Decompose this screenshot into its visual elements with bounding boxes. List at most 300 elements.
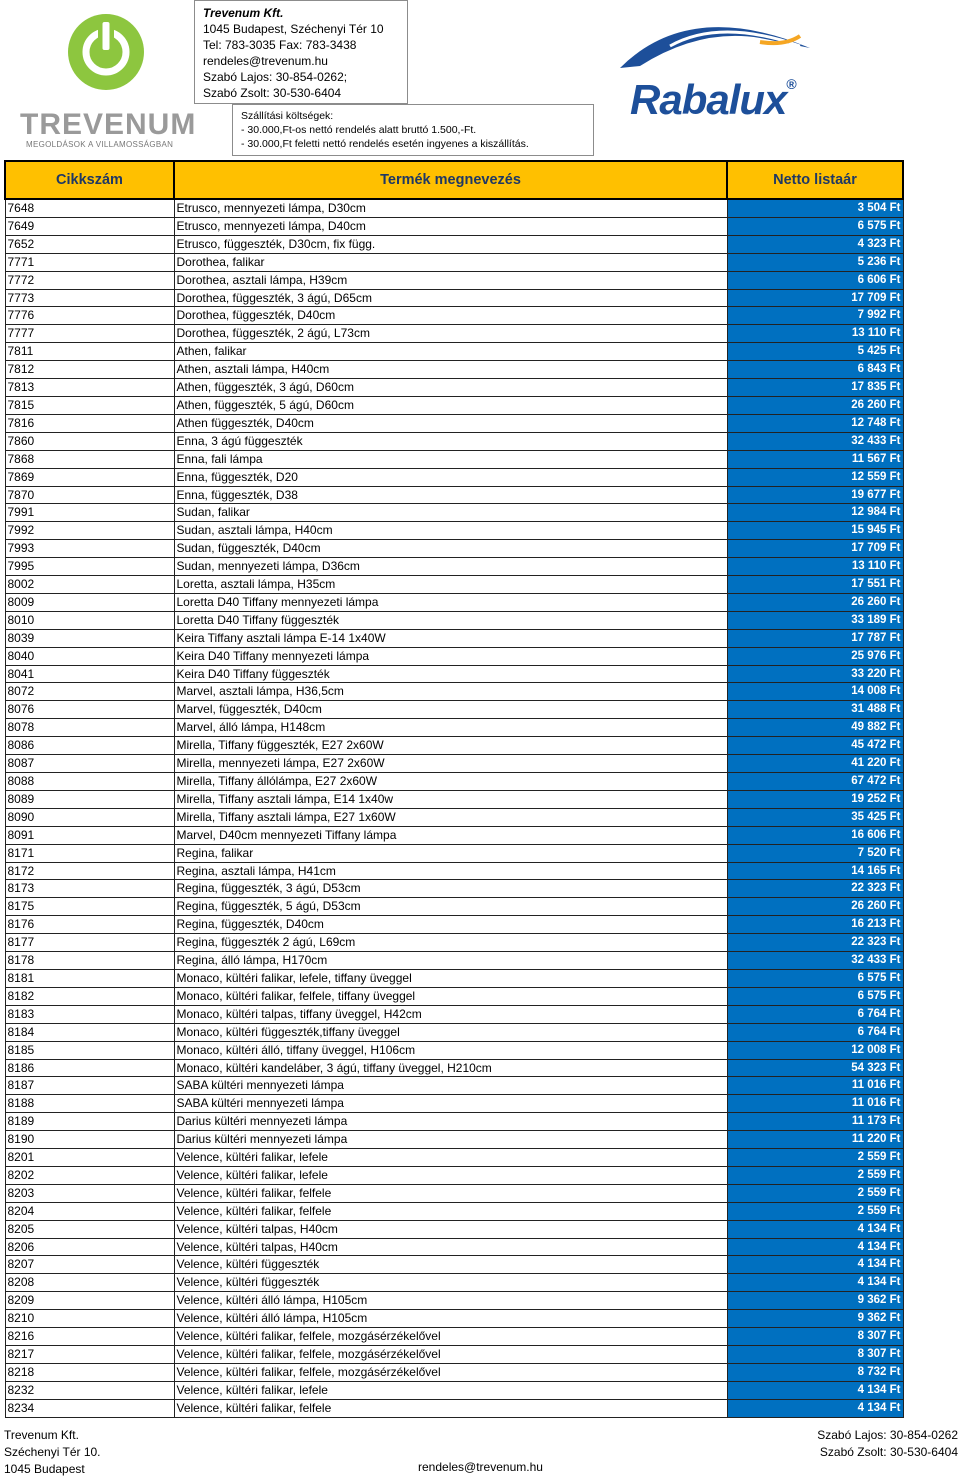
sku-cell: 8189 [5,1113,174,1131]
table-row [5,468,903,486]
sku-cell: 8185 [5,1041,174,1059]
product-name-cell: Regina, függeszték, 3 ágú, D53cm [174,880,727,898]
sku-cell: 8208 [5,1274,174,1292]
product-name-cell: Darius kültéri mennyezeti lámpa [174,1113,727,1131]
table-row [5,952,903,970]
product-name-cell: Velence, kültéri falikar, lefele [174,1381,727,1399]
product-name-cell: Keira D40 Tiffany függeszték [174,665,727,683]
price-cell: 8 732 Ft [727,1363,903,1381]
product-name-cell: Enna, fali lámpa [174,450,727,468]
sku-cell: 8040 [5,647,174,665]
contact-person-1: Szabó Lajos: 30-854-0262; [203,70,348,84]
price-cell: 22 323 Ft [727,880,903,898]
table-row [5,1220,903,1238]
product-name-cell: Sudan, függeszték, D40cm [174,540,727,558]
table-row [5,1328,903,1346]
footer-contact-2: Szabó Zsolt: 30-530-6404 [819,1445,958,1459]
sku-cell: 7860 [5,432,174,450]
price-cell: 6 764 Ft [727,1023,903,1041]
sku-cell: 7870 [5,486,174,504]
price-cell: 6 575 Ft [727,217,903,235]
sku-cell: 7772 [5,271,174,289]
table-row [5,522,903,540]
price-cell: 41 220 Ft [727,755,903,773]
product-name-cell: Regina, falikar [174,844,727,862]
shipping-title: Szállítási költségek: [241,110,334,122]
price-cell: 4 134 Ft [727,1381,903,1399]
sku-cell: 8087 [5,755,174,773]
sku-cell: 7773 [5,289,174,307]
product-name-cell: Regina, függeszték, D40cm [174,916,727,934]
column-header-price: Netto listaár [727,161,903,199]
product-name-cell: Sudan, asztali lámpa, H40cm [174,522,727,540]
price-cell: 26 260 Ft [727,898,903,916]
footer-address [4,1427,101,1478]
product-name-cell: Velence, kültéri falikar, felfele [174,1202,727,1220]
sku-cell: 8234 [5,1399,174,1417]
table-row [5,1149,903,1167]
table-row [5,414,903,432]
sku-cell: 8218 [5,1363,174,1381]
sku-cell: 8182 [5,987,174,1005]
price-cell: 11 173 Ft [727,1113,903,1131]
sku-cell: 8216 [5,1328,174,1346]
table-row [5,1095,903,1113]
sku-cell: 8205 [5,1220,174,1238]
sku-cell: 8181 [5,969,174,987]
product-name-cell: Monaco, kültéri kandeláber, 3 ágú, tiffany üveggel, H210cm [174,1059,727,1077]
sku-cell: 8183 [5,1005,174,1023]
sku-cell: 8002 [5,576,174,594]
product-name-cell: Etrusco, mennyezeti lámpa, D30cm [174,199,727,217]
sku-cell: 7813 [5,379,174,397]
table-row [5,808,903,826]
product-name-cell: Athen függeszték, D40cm [174,414,727,432]
table-row [5,773,903,791]
column-header-sku: Cikkszám [5,161,174,199]
product-name-cell: Enna, 3 ágú függeszték [174,432,727,450]
sku-cell: 8178 [5,952,174,970]
product-name-cell: Dorothea, függeszték, 3 ágú, D65cm [174,289,727,307]
brand-tagline: MEGOLDÁSOK A VILLAMOSSÁGBAN [26,140,174,149]
table-row [5,450,903,468]
sku-cell: 7812 [5,361,174,379]
table-row [5,969,903,987]
price-cell: 4 134 Ft [727,1274,903,1292]
price-cell: 3 504 Ft [727,199,903,217]
product-name-cell: Velence, kültéri falikar, lefele [174,1166,727,1184]
footer-city: 1045 Budapest [4,1462,85,1476]
table-row [5,253,903,271]
table-row [5,1166,903,1184]
price-cell: 7 992 Ft [727,307,903,325]
table-row [5,1399,903,1417]
price-cell: 45 472 Ft [727,737,903,755]
price-cell: 17 787 Ft [727,629,903,647]
table-row [5,1131,903,1149]
table-row [5,1238,903,1256]
sku-cell: 8086 [5,737,174,755]
product-name-cell: Darius kültéri mennyezeti lámpa [174,1131,727,1149]
price-cell: 19 677 Ft [727,486,903,504]
product-name-cell: Marvel, D40cm mennyezeti Tiffany lámpa [174,826,727,844]
sku-cell: 8232 [5,1381,174,1399]
table-row [5,826,903,844]
sku-cell: 8175 [5,898,174,916]
product-name-cell: Etrusco, függeszték, D30cm, fix függ. [174,235,727,253]
price-cell: 4 323 Ft [727,235,903,253]
price-cell: 11 220 Ft [727,1131,903,1149]
price-cell: 6 575 Ft [727,987,903,1005]
price-cell: 11 016 Ft [727,1077,903,1095]
sku-cell: 7991 [5,504,174,522]
price-cell: 16 606 Ft [727,826,903,844]
contact-phone: Tel: 783-3035 Fax: 783-3438 [203,38,357,52]
price-cell: 33 220 Ft [727,665,903,683]
product-name-cell: Dorothea, függeszték, D40cm [174,307,727,325]
table-row [5,593,903,611]
table-row [5,629,903,647]
table-row [5,379,903,397]
price-cell: 6 606 Ft [727,271,903,289]
table-row [5,683,903,701]
table-row [5,343,903,361]
price-cell: 8 307 Ft [727,1328,903,1346]
brand-name: TREVENUM [20,108,197,141]
sku-cell: 8187 [5,1077,174,1095]
table-row [5,1363,903,1381]
table-row [5,862,903,880]
product-name-cell: Velence, kültéri falikar, felfele, mozgásérzékelővel [174,1328,727,1346]
shipping-info [232,104,594,156]
product-name-cell: Regina, álló lámpa, H170cm [174,952,727,970]
sku-cell: 8076 [5,701,174,719]
product-name-cell: Marvel, álló lámpa, H148cm [174,719,727,737]
table-row [5,558,903,576]
product-name-cell: Monaco, kültéri falikar, felfele, tiffany üveggel [174,987,727,1005]
price-cell: 13 110 Ft [727,558,903,576]
price-cell: 26 260 Ft [727,396,903,414]
price-cell: 33 189 Ft [727,611,903,629]
product-name-cell: Regina, asztali lámpa, H41cm [174,862,727,880]
shipping-line-1: - 30.000,Ft-os nettó rendelés alatt bruttó 1.500,-Ft. [241,124,477,136]
product-name-cell: Mirella, Tiffany függeszték, E27 2x60W [174,737,727,755]
product-name-cell: Monaco, kültéri talpas, tiffany üveggel, H42cm [174,1005,727,1023]
table-row [5,701,903,719]
table-row [5,396,903,414]
price-cell: 4 134 Ft [727,1220,903,1238]
table-row [5,898,903,916]
product-name-cell: Loretta, asztali lámpa, H35cm [174,576,727,594]
sku-cell: 7648 [5,199,174,217]
table-row [5,1274,903,1292]
table-row [5,987,903,1005]
product-name-cell: Athen, asztali lámpa, H40cm [174,361,727,379]
table-row [5,1059,903,1077]
price-cell: 9 362 Ft [727,1292,903,1310]
sku-cell: 8186 [5,1059,174,1077]
contact-email: rendeles@trevenum.hu [203,54,328,68]
price-cell: 17 709 Ft [727,540,903,558]
sku-cell: 8184 [5,1023,174,1041]
price-cell: 8 307 Ft [727,1346,903,1364]
footer-contact-1: Szabó Lajos: 30-854-0262 [817,1428,958,1442]
product-name-cell: Athen, függeszték, 5 ágú, D60cm [174,396,727,414]
price-cell: 17 835 Ft [727,379,903,397]
price-cell: 16 213 Ft [727,916,903,934]
product-name-cell: Dorothea, függeszték, 2 ágú, L73cm [174,325,727,343]
product-name-cell: Velence, kültéri függeszték [174,1274,727,1292]
price-cell: 11 567 Ft [727,450,903,468]
table-row [5,1381,903,1399]
table-row [5,844,903,862]
table-row [5,880,903,898]
price-cell: 14 008 Ft [727,683,903,701]
umbrella-icon [610,8,880,78]
product-name-cell: Enna, függeszték, D20 [174,468,727,486]
price-cell: 7 520 Ft [727,844,903,862]
product-name-cell: Velence, kültéri falikar, lefele [174,1149,727,1167]
price-cell: 17 709 Ft [727,289,903,307]
sku-cell: 8202 [5,1166,174,1184]
table-row [5,790,903,808]
table-row [5,361,903,379]
price-cell: 32 433 Ft [727,952,903,970]
product-name-cell: Regina, függeszték 2 ágú, L69cm [174,934,727,952]
table-row [5,1202,903,1220]
sku-cell: 7995 [5,558,174,576]
product-name-cell: Keira Tiffany asztali lámpa E-14 1x40W [174,629,727,647]
price-cell: 2 559 Ft [727,1166,903,1184]
table-row [5,1310,903,1328]
price-cell: 54 323 Ft [727,1059,903,1077]
price-cell: 5 236 Ft [727,253,903,271]
table-header-row [5,161,903,199]
product-name-cell: Sudan, falikar [174,504,727,522]
product-name-cell: Velence, kültéri falikar, felfele, mozgásérzékelővel [174,1346,727,1364]
sku-cell: 8173 [5,880,174,898]
price-cell: 5 425 Ft [727,343,903,361]
table-row [5,576,903,594]
product-name-cell: Sudan, mennyezeti lámpa, D36cm [174,558,727,576]
footer-company: Trevenum Kft. [4,1428,79,1442]
product-name-cell: Regina, függeszték, 5 ágú, D53cm [174,898,727,916]
product-name-cell: Velence, kültéri függeszték [174,1256,727,1274]
table-row [5,1077,903,1095]
sku-cell: 8209 [5,1292,174,1310]
price-cell: 11 016 Ft [727,1095,903,1113]
sku-cell: 7652 [5,235,174,253]
registered-mark: ® [786,76,796,92]
price-cell: 25 976 Ft [727,647,903,665]
footer-contacts [817,1427,958,1461]
product-name-cell: Enna, függeszték, D38 [174,486,727,504]
table-row [5,1023,903,1041]
sku-cell: 8176 [5,916,174,934]
power-icon [18,14,158,110]
sku-cell: 8089 [5,790,174,808]
sku-cell: 7869 [5,468,174,486]
table-row [5,1005,903,1023]
price-cell: 17 551 Ft [727,576,903,594]
price-cell: 31 488 Ft [727,701,903,719]
rabalux-wordmark-text: Rabalux [630,76,787,123]
product-name-cell: SABA kültéri mennyezeti lámpa [174,1077,727,1095]
table-row [5,665,903,683]
product-name-cell: Monaco, kültéri falikar, lefele, tiffany üveggel [174,969,727,987]
product-name-cell: Mirella, mennyezeti lámpa, E27 2x60W [174,755,727,773]
sku-cell: 7815 [5,396,174,414]
product-name-cell: Marvel, függeszték, D40cm [174,701,727,719]
sku-cell: 8217 [5,1346,174,1364]
price-cell: 32 433 Ft [727,432,903,450]
product-name-cell: Loretta D40 Tiffany mennyezeti lámpa [174,593,727,611]
sku-cell: 8201 [5,1149,174,1167]
product-name-cell: Mirella, Tiffany asztali lámpa, E27 1x60W [174,808,727,826]
price-cell: 35 425 Ft [727,808,903,826]
table-row [5,916,903,934]
table-body [5,199,903,1417]
table-row [5,235,903,253]
price-cell: 12 008 Ft [727,1041,903,1059]
table-row [5,611,903,629]
product-name-cell: Mirella, Tiffany állólámpa, E27 2x60W [174,773,727,791]
contact-address: 1045 Budapest, Széchenyi Tér 10 [203,22,384,36]
table-row [5,1292,903,1310]
price-cell: 49 882 Ft [727,719,903,737]
product-name-cell: Etrusco, mennyezeti lámpa, D40cm [174,217,727,235]
table-row [5,486,903,504]
table-row [5,1041,903,1059]
product-name-cell: Velence, kültéri falikar, felfele [174,1399,727,1417]
sku-cell: 8172 [5,862,174,880]
table-row [5,647,903,665]
price-cell: 6 843 Ft [727,361,903,379]
price-cell: 12 748 Ft [727,414,903,432]
price-cell: 2 559 Ft [727,1149,903,1167]
price-table [4,160,904,1418]
sku-cell: 8078 [5,719,174,737]
sku-cell: 8039 [5,629,174,647]
price-cell: 2 559 Ft [727,1202,903,1220]
table-row [5,504,903,522]
price-cell: 4 134 Ft [727,1256,903,1274]
table-row [5,1346,903,1364]
sku-cell: 8207 [5,1256,174,1274]
table-row [5,432,903,450]
product-name-cell: Marvel, asztali lámpa, H36,5cm [174,683,727,701]
price-cell: 12 984 Ft [727,504,903,522]
sku-cell: 8072 [5,683,174,701]
table-row [5,289,903,307]
sku-cell: 8210 [5,1310,174,1328]
product-name-cell: Athen, falikar [174,343,727,361]
product-name-cell: Velence, kültéri falikar, felfele, mozgásérzékelővel [174,1363,727,1381]
price-cell: 67 472 Ft [727,773,903,791]
price-cell: 13 110 Ft [727,325,903,343]
table-row [5,540,903,558]
sku-cell: 7776 [5,307,174,325]
sku-cell: 8171 [5,844,174,862]
sku-cell: 7771 [5,253,174,271]
price-cell: 26 260 Ft [727,593,903,611]
sku-cell: 7993 [5,540,174,558]
footer-street: Széchenyi Tér 10. [4,1445,101,1459]
price-cell: 22 323 Ft [727,934,903,952]
table-row [5,934,903,952]
sku-cell: 8091 [5,826,174,844]
table-row [5,1256,903,1274]
product-name-cell: Keira D40 Tiffany mennyezeti lámpa [174,647,727,665]
table-row [5,737,903,755]
company-name: Trevenum Kft. [203,6,284,20]
sku-cell: 8177 [5,934,174,952]
sku-cell: 7868 [5,450,174,468]
sku-cell: 8188 [5,1095,174,1113]
sku-cell: 7777 [5,325,174,343]
price-cell: 9 362 Ft [727,1310,903,1328]
product-name-cell: Velence, kültéri talpas, H40cm [174,1220,727,1238]
sku-cell: 8206 [5,1238,174,1256]
price-cell: 15 945 Ft [727,522,903,540]
table-row [5,1113,903,1131]
price-cell: 19 252 Ft [727,790,903,808]
sku-cell: 8041 [5,665,174,683]
price-cell: 4 134 Ft [727,1238,903,1256]
table-row [5,307,903,325]
table-row [5,217,903,235]
price-cell: 2 559 Ft [727,1184,903,1202]
price-cell: 14 165 Ft [727,862,903,880]
sku-cell: 7992 [5,522,174,540]
table-row [5,325,903,343]
sku-cell: 8190 [5,1131,174,1149]
sku-cell: 7811 [5,343,174,361]
sku-cell: 8203 [5,1184,174,1202]
contact-person-2: Szabó Zsolt: 30-530-6404 [203,86,342,100]
sku-cell: 8010 [5,611,174,629]
sku-cell: 8088 [5,773,174,791]
table-row [5,719,903,737]
product-name-cell: Velence, kültéri álló lámpa, H105cm [174,1292,727,1310]
sku-cell: 8009 [5,593,174,611]
price-cell: 4 134 Ft [727,1399,903,1417]
product-name-cell: Mirella, Tiffany asztali lámpa, E14 1x40w [174,790,727,808]
product-name-cell: Monaco, kültéri függeszték,tiffany üveggel [174,1023,727,1041]
table-row [5,271,903,289]
footer-email: rendeles@trevenum.hu [418,1460,543,1474]
product-name-cell: Dorothea, asztali lámpa, H39cm [174,271,727,289]
sku-cell: 7649 [5,217,174,235]
sku-cell: 8090 [5,808,174,826]
column-header-name: Termék megnevezés [174,161,727,199]
product-name-cell: Velence, kültéri falikar, felfele [174,1184,727,1202]
sku-cell: 7816 [5,414,174,432]
contact-box [194,0,408,104]
product-name-cell: Loretta D40 Tiffany függeszték [174,611,727,629]
shipping-line-2: - 30.000,Ft feletti nettó rendelés esetén ingyenes a kiszállítás. [241,138,529,150]
rabalux-wordmark [630,76,796,124]
product-name-cell: SABA kültéri mennyezeti lámpa [174,1095,727,1113]
product-name-cell: Athen, függeszték, 3 ágú, D60cm [174,379,727,397]
price-cell: 6 764 Ft [727,1005,903,1023]
product-name-cell: Monaco, kültéri álló, tiffany üveggel, H106cm [174,1041,727,1059]
table-row [5,199,903,217]
sku-cell: 8204 [5,1202,174,1220]
table-row [5,755,903,773]
product-name-cell: Velence, kültéri álló lámpa, H105cm [174,1310,727,1328]
product-name-cell: Dorothea, falikar [174,253,727,271]
